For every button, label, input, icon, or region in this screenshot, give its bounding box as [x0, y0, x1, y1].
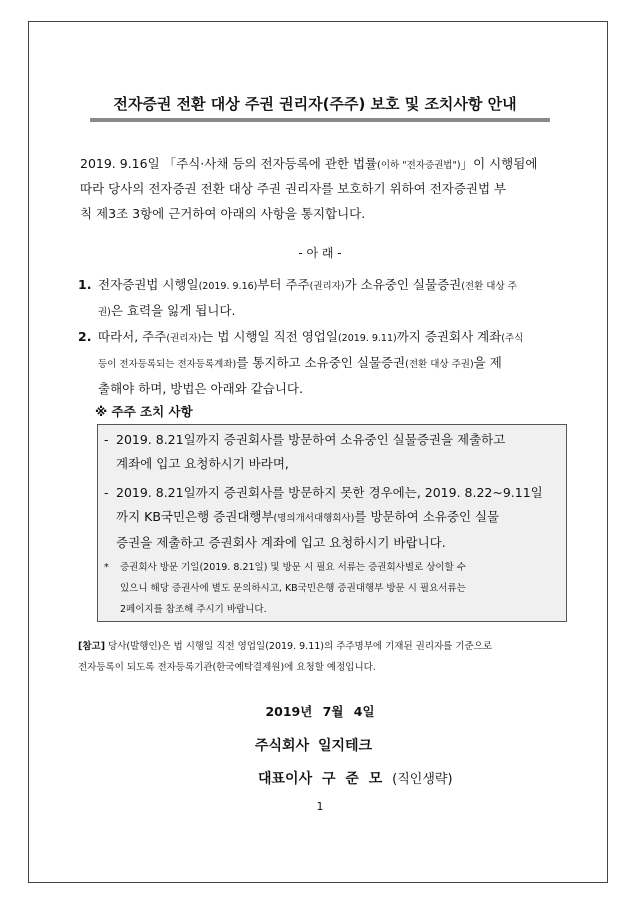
ceo-signature: 대표이사 구 준 모 (직인생략) — [258, 771, 453, 787]
reference-note: [참고] 당사(발행인)은 법 시행일 직전 영업일(2019. 9.11)의 주주명부에 기재된 권리자를 기준으로 전자등록이 되도록 전자등록기관(한국예탁결제원)에 요청할 예정입니다. — [78, 641, 493, 673]
title-underline — [90, 118, 550, 122]
issue-date: 2019년 7월 4일 — [265, 704, 375, 719]
seal-note: (직인생략) — [392, 772, 453, 787]
list-item-1 — [78, 273, 568, 325]
box-item-2: - 2019. 8.21일까지 증권회사를 방문하지 못한 경우에는, 2019. 8.22~9.11일 까지 KB국민은행 증권대행부(명의개서대행회사)를 방문하여 소유중인 실물 증권을 제출하고 증권회사 계좌에 입고 요청하시기 바랍니다. — [104, 485, 543, 550]
item-number: 2. — [78, 329, 92, 344]
item-2-line-2: 등이 전자등록되는 전자등록계좌)를 통지하고 소유중인 실물증권(전환 대상 주권)을 제 — [98, 355, 502, 370]
reference-label: [참고] — [78, 641, 106, 652]
item-number: 1. — [78, 277, 92, 292]
intro-line-1: 2019. 9.16일 「주식·사채 등의 전자등록에 관한 법률(이하 "전자증권법")」이 시행됨에 — [80, 156, 538, 171]
below-label: - 아 래 - — [298, 246, 342, 260]
intro-line-2: 따라 당사의 전자증권 전환 대상 주권 권리자를 보호하기 위하여 전자증권법 부 — [80, 181, 507, 196]
section-title: ※ 주주 조치 사항 — [95, 404, 193, 419]
intro-line-3: 칙 제3조 3항에 근거하여 아래의 사항을 통지합니다. — [80, 206, 366, 221]
box-note: * 증권회사 방문 기일(2019. 8.21일) 및 방문 시 필요 서류는 증권회사별로 상이할 수 있으니 해당 증권사에 별도 문의하시고, KB국민은행 증권대행부 방문 시 필요서류는 2페이지를 참조해 주시기 바랍니다. — [104, 562, 466, 615]
item-1-line-2: 권)은 효력을 잃게 됩니다. — [98, 303, 236, 318]
item-1-line-1: 전자증권법 시행일(2019. 9.16)부터 주주(권리자)가 소유중인 실물증권(전환 대상 주 — [98, 277, 517, 292]
company-name: 주식회사 일지테크 — [255, 738, 373, 754]
box-item-1: - 2019. 8.21일까지 증권회사를 방문하여 소유중인 실물증권을 제출하고 계좌에 입고 요청하시기 바라며, — [104, 432, 506, 471]
item-2-line-3: 출해야 하며, 방법은 아래와 같습니다. — [98, 381, 303, 396]
list-item-2 — [78, 325, 568, 401]
item-2-line-1: 따라서, 주주(권리자)는 법 시행일 직전 영업일(2019. 9.11)까지 증권회사 계좌(주식 — [98, 329, 524, 344]
document-title: 전자증권 전환 대상 주권 권리자(주주) 보호 및 조치사항 안내 — [113, 95, 517, 113]
page-number: 1 — [316, 800, 324, 813]
